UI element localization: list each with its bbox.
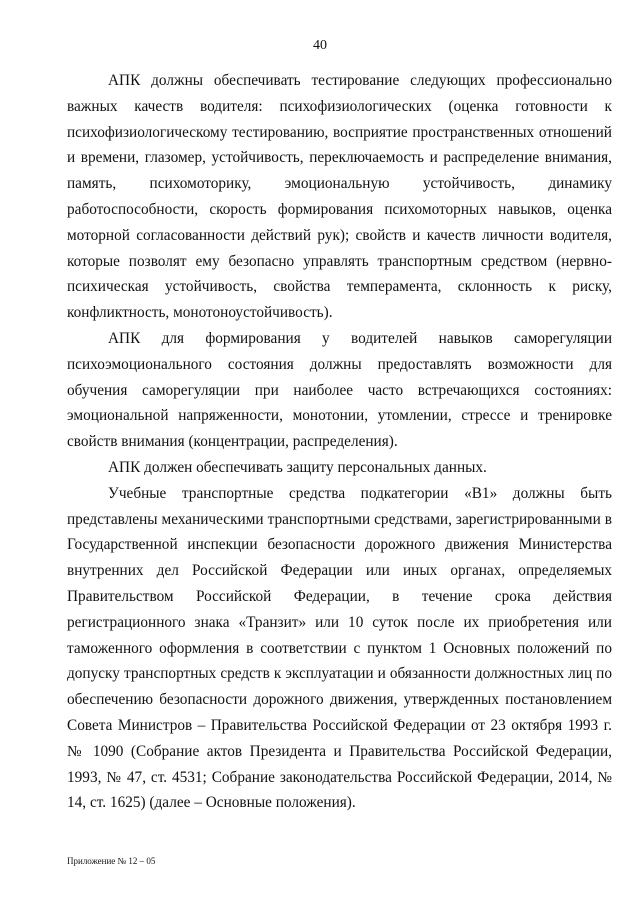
page-number: 40 xyxy=(313,38,327,53)
paragraph-training-vehicles: Учебные транспортные средства подкатегории «В1» должны быть представлены механическими транспортными средствами, зарегистрированными в Государственной инспекции безопасности дорожного движения Министерства внутренних дел Российской Федерации или иных органах, определяемых Правительством Российской Федерации, в течение срока действия регистрационного знака «Транзит» или 10 суток после их приобретения или таможенного оформления в соответствии с пунктом 1 Основных положений по допуску транспортных средств к эксплуатации и обязанности должностных лиц по обеспечению безопасности дорожного движения, утвержденных постановлением Совета Министров – Правительства Российской Федерации от 23 октября 1993 г. № 1090 (Собрание актов Президента и Правительства Российской Федерации, 1993, № 47, ст. 4531; Собрание законодательства Российской Федерации, 2014, № 14, ст. 1625) (далее – Основные положения). xyxy=(67,484,612,812)
document-body xyxy=(67,68,612,816)
paragraph-apk-personal-data: АПК должен обеспечивать защиту персональных данных. xyxy=(108,458,487,476)
paragraph-apk-self-regulation: АПК для формирования у водителей навыков саморегуляции психоэмоционального состояния должны предоставлять возможности для обучения саморегуляции при наиболее часто встречающихся состояниях: эмоциональной напряженности, монотонии, утомлении, стрессе и тренировке свойств внимания (концентрации, распределения). xyxy=(67,329,612,451)
footer-appendix-label: Приложение № 12 – 05 xyxy=(67,856,156,866)
paragraph-apk-testing: АПК должны обеспечивать тестирование следующих профессионально важных качеств водителя: психофизиологических (оценка готовности к психофизиологическому тестированию, восприятие пространственных отношений и времени, глазомер, устойчивость, переключаемость и распределение внимания, память, психомоторику, эмоциональную устойчивость, динамику работоспособности, скорость формирования психомоторных навыков, оценка моторной согласованности действий рук); свойств и качеств личности водителя, которые позволят ему безопасно управлять транспортным средством (нервно-психическая устойчивость, свойства темперамента, склонность к риску, конфликтность, монотоноустойчивость). xyxy=(67,72,612,322)
